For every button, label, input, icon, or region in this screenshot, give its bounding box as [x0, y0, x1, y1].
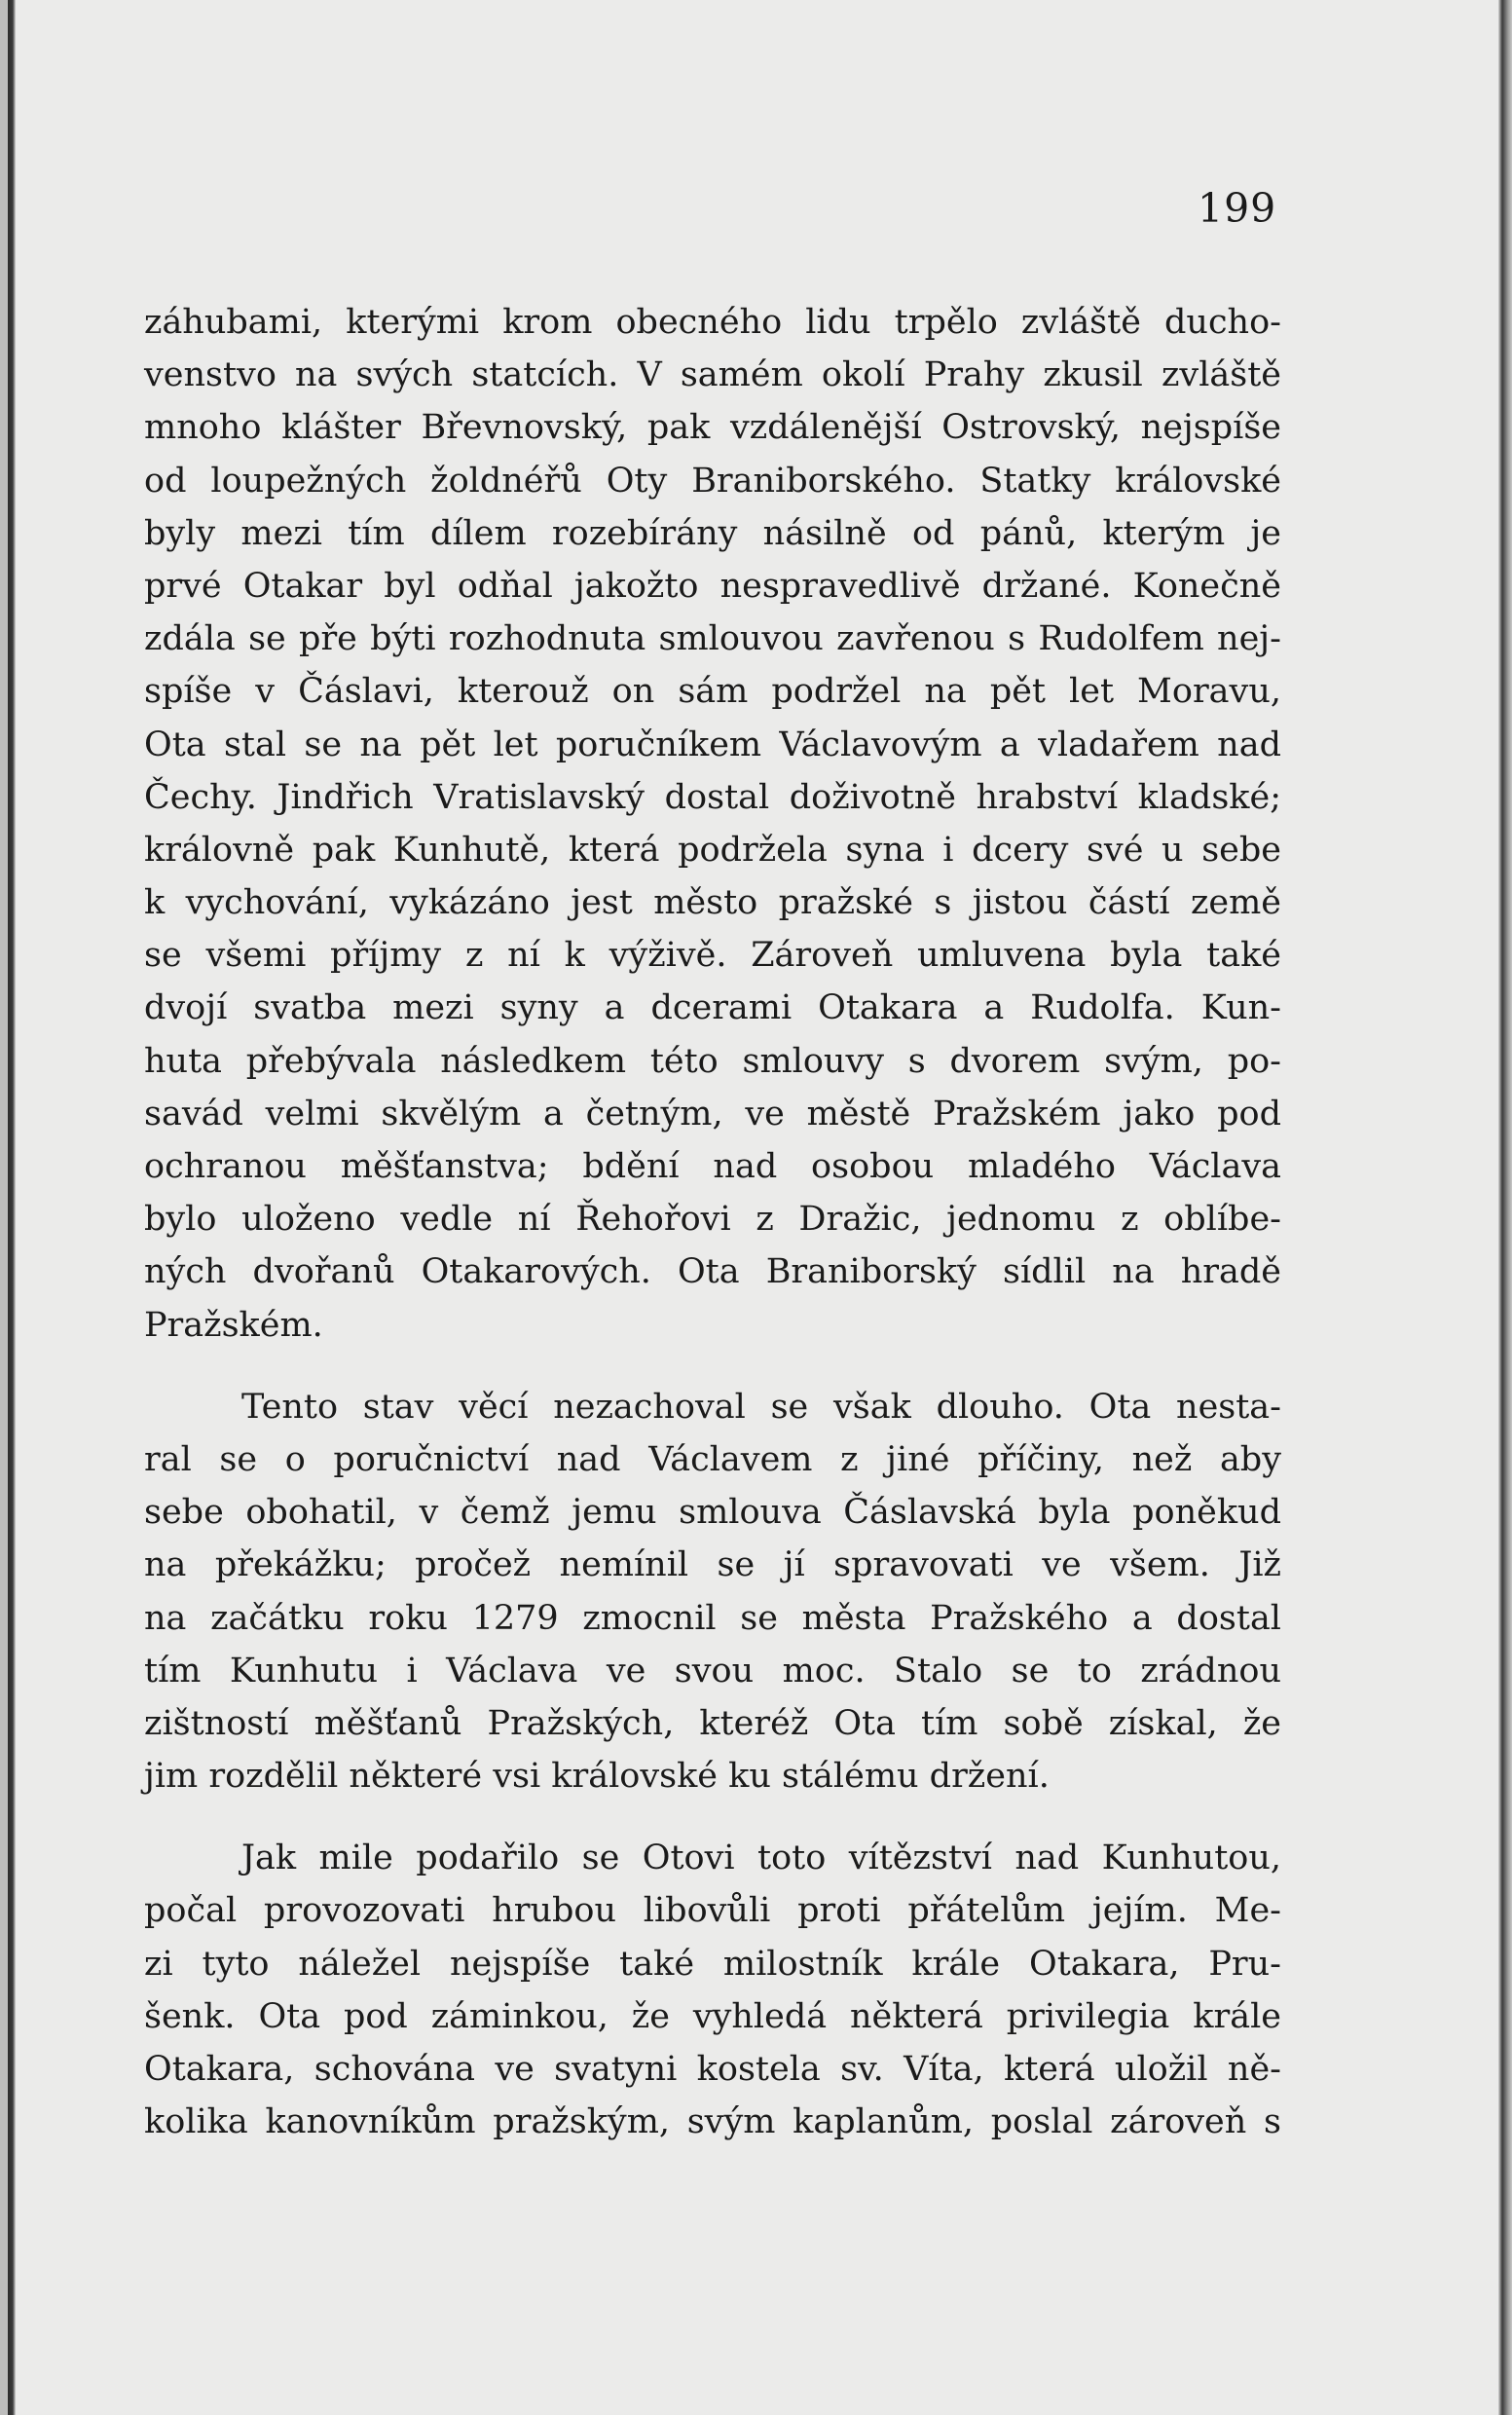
- text-line: se všemi příjmy z ní k výživě. Zároveň umluvena byla také: [144, 936, 1281, 976]
- text-line: Ota stal se na pět let poručníkem Václavovým a vladařem nad: [144, 724, 1281, 764]
- text-line: na začátku roku 1279 zmocnil se města Pražského a dostal: [144, 1598, 1281, 1638]
- text-line: záhubami, kterými krom obecného lidu trpělo zvláště ducho-: [144, 303, 1281, 342]
- text-line: Tento stav věcí nezachoval se však dlouho. Ota nesta-: [241, 1387, 1281, 1427]
- text-line: ných dvořanů Otakarových. Ota Braniborský sídlil na hradě: [144, 1252, 1281, 1292]
- text-line: byly mezi tím dílem rozebírány násilně od pánů, kterým je: [144, 513, 1281, 553]
- text-line: sebe obohatil, v čemž jemu smlouva Čáslavská byla poněkud: [144, 1493, 1281, 1533]
- text-line: dvojí svatba mezi syny a dcerami Otakara a Rudolfa. Kun-: [144, 988, 1281, 1028]
- text-line: savád velmi skvělým a četným, ve městě Pražském jako pod: [144, 1094, 1281, 1133]
- text-line: na překážku; pročež nemínil se jí spravovati ve všem. Již: [144, 1545, 1281, 1585]
- text-line: od loupežných žoldnéřů Oty Braniborského. Statky královské: [144, 461, 1281, 501]
- text-line: šenk. Ota pod záminkou, že vyhledá některá privilegia krále: [144, 1996, 1281, 2036]
- text-line: bylo uloženo vedle ní Řehořovi z Dražic, jednomu z oblíbe-: [144, 1200, 1281, 1240]
- text-line: ral se o poručnictví nad Václavem z jiné příčiny, než aby: [144, 1439, 1281, 1479]
- text-line: tím Kunhutu i Václava ve svou moc. Stalo se to zrádnou: [144, 1651, 1281, 1690]
- text-line: jim rozdělil některé vsi královské ku stálému držení.: [144, 1757, 1050, 1797]
- text-line: královně pak Kunhutě, která podržela syna i dcery své u sebe: [144, 830, 1281, 870]
- text-line: počal provozovati hrubou libovůli proti přátelům jejím. Me-: [144, 1891, 1281, 1931]
- text-line: zištností měšťanů Pražských, kteréž Ota tím sobě získal, že: [144, 1703, 1281, 1743]
- text-line: Otakara, schována ve svatyni kostela sv. Víta, která uložil ně-: [144, 2050, 1281, 2089]
- text-line: venstvo na svých statcích. V samém okolí Prahy zkusil zvláště: [144, 355, 1281, 395]
- text-line: prvé Otakar byl odňal jakožto nespravedlivě držané. Konečně: [144, 566, 1281, 606]
- text-line: Jak mile podařilo se Otovi toto vítězství nad Kunhutou,: [241, 1839, 1281, 1878]
- text-line: Pražském.: [144, 1305, 323, 1345]
- text-line: zdála se pře býti rozhodnuta smlouvou zavřenou s Rudolfem nej-: [144, 619, 1281, 659]
- page-edge-right: [1498, 0, 1512, 2415]
- paragraph-3: [144, 1832, 1281, 2148]
- text-line: mnoho klášter Břevnovský, pak vzdálenější Ostrovský, nejspíše: [144, 408, 1281, 448]
- text-line: kolika kanovníkům pražským, svým kaplanům, poslal zároveň s: [144, 2102, 1281, 2142]
- text-line: k vychování, vykázáno jest město pražské s jistou částí země: [144, 883, 1281, 923]
- text-line: huta přebývala následkem této smlouvy s dvorem svým, po-: [144, 1041, 1281, 1081]
- page-number: 199: [1198, 185, 1277, 232]
- paragraph-1: [144, 296, 1281, 1352]
- page-body-text: [144, 296, 1281, 2148]
- paragraph-2: [144, 1381, 1281, 1803]
- text-line: zi tyto náležel nejspíše také milostník krále Otakara, Pru-: [144, 1944, 1281, 1984]
- text-line: Čechy. Jindřich Vratislavský dostal doživotně hrabství kladské;: [144, 777, 1281, 817]
- text-line: ochranou měšťanstva; bdění nad osobou mladého Václava: [144, 1147, 1281, 1186]
- page-binding-edge-left: [0, 0, 16, 2415]
- text-line: spíše v Čáslavi, kterouž on sám podržel na pět let Moravu,: [144, 672, 1281, 712]
